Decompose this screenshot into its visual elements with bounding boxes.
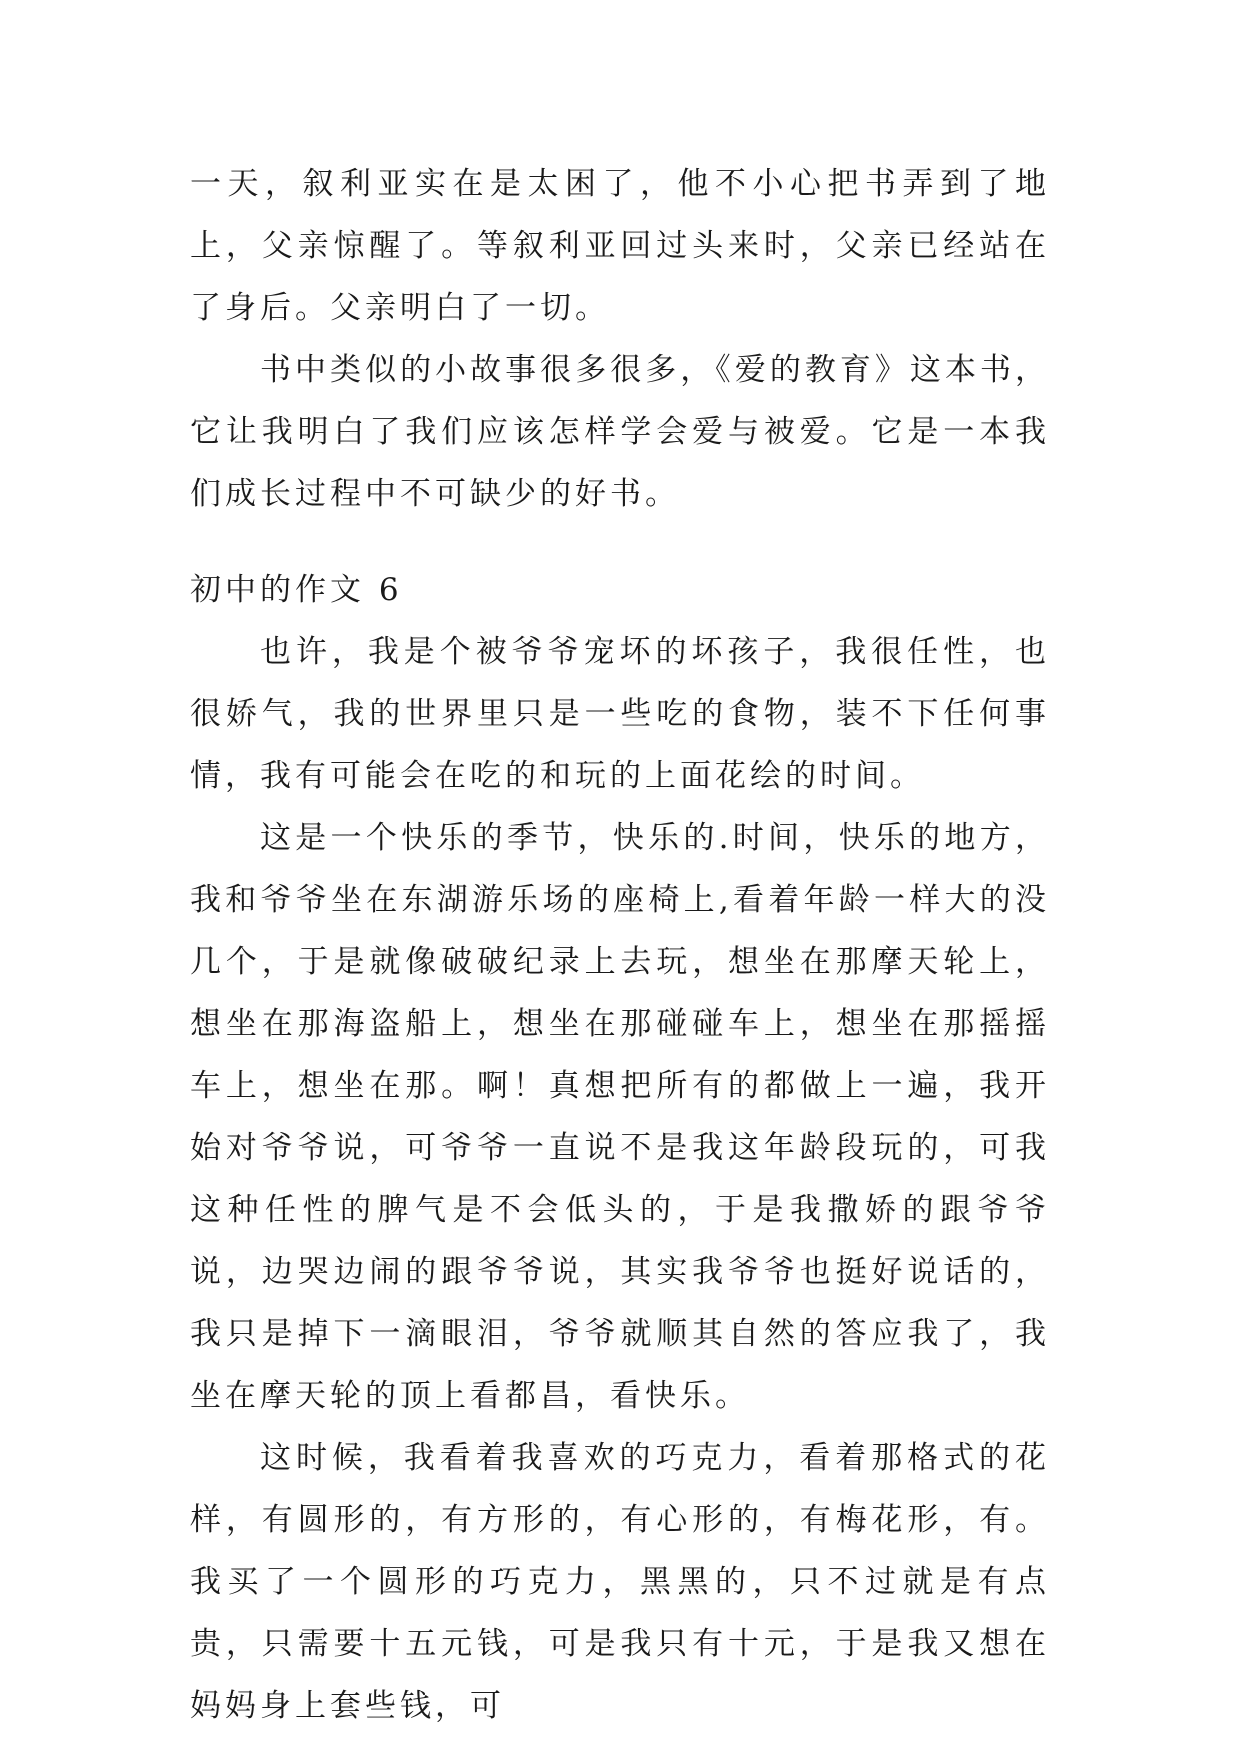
paragraph-intro: 也许，我是个被爷爷宠坏的坏孩子，我很任性，也很娇气，我的世界里只是一些吃的食物，装不下任何事情，我有可能会在吃的和玩的上面花绘的时间。 — [190, 634, 1050, 794]
section-2 — [190, 559, 1050, 1737]
section-1 — [190, 153, 1050, 525]
paragraph-amusement-park: 这是一个快乐的季节，快乐的.时间，快乐的地方，我和爷爷坐在东湖游乐场的座椅上,看着年龄一样大的没几个，于是就像破破纪录上去玩，想坐在那摩天轮上，想坐在那海盗船上，想坐在那碰碰车上，想坐在那摇摇车上，想坐在那。啊！真想把所有的都做上一遍，我开始对爷爷说，可爷爷一直说不是我这年龄段玩的，可我这种任性的脾气是不会低头的，于是我撒娇的跟爷爷说，边哭边闹的跟爷爷说，其实我爷爷也挺好说话的，我只是掉下一滴眼泪，爷爷就顺其自然的答应我了，我坐在摩天轮的顶上看都昌，看快乐。 — [190, 820, 1050, 1414]
paragraph-book-summary: 书中类似的小故事很多很多，《爱的教育》这本书，它让我明白了我们应该怎样学会爱与被爱。它是一本我们成长过程中不可缺少的好书。 — [190, 352, 1050, 512]
essay-title: 初中的作文 6 — [190, 572, 403, 608]
paragraph-story-end: 一天，叙利亚实在是太困了，他不小心把书弄到了地上，父亲惊醒了。等叙利亚回过头来时，父亲已经站在了身后。父亲明白了一切。 — [190, 166, 1050, 326]
paragraph-chocolate: 这时候，我看着我喜欢的巧克力，看着那格式的花样，有圆形的，有方形的，有心形的，有梅花形，有。我买了一个圆形的巧克力，黑黑的，只不过就是有点贵，只需要十五元钱，可是我只有十元，于是我又想在妈妈身上套些钱，可 — [190, 1440, 1050, 1724]
